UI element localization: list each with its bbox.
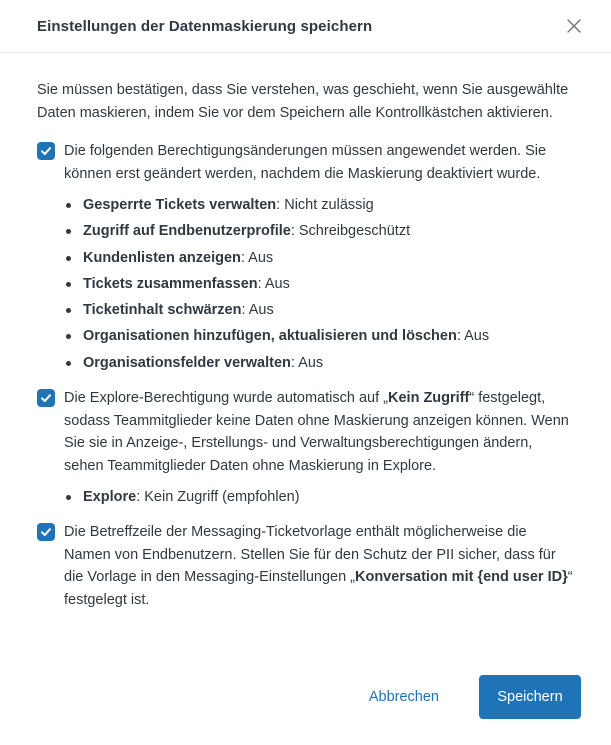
close-button[interactable] xyxy=(561,13,587,39)
check-group-messaging xyxy=(37,521,574,611)
dialog-header xyxy=(0,0,611,53)
dialog-body xyxy=(0,53,611,611)
permission-value: : Schreibgeschützt xyxy=(290,223,411,240)
list-item xyxy=(64,271,574,297)
dialog-footer xyxy=(0,675,611,719)
list-item xyxy=(64,192,574,218)
check-text-part: “ festgelegt, sodass Teammitglieder keine Daten ohne Maskierung anzeigen können. Wenn Sie sie in Anzeige-, Erstellungs- und Verwaltungsberechtigungen ändern, sehen Teammitglieder Daten ohne Maskierung in Explore. xyxy=(64,390,569,474)
check-group-explore xyxy=(37,387,574,510)
permission-list xyxy=(37,192,574,376)
permission-value: : Aus xyxy=(257,275,290,292)
checkbox-messaging[interactable] xyxy=(37,523,55,541)
permission-value: : Aus xyxy=(290,354,324,371)
close-icon xyxy=(567,19,581,33)
check-group-permissions xyxy=(37,140,574,376)
check-text-permissions: Die folgenden Berechtigungsänderungen müssen angewendet werden. Sie können erst geändert werden, nachdem die Maskierung deaktiviert wurde. xyxy=(64,143,547,182)
check-row-messaging xyxy=(37,521,574,611)
check-row-explore xyxy=(37,387,574,477)
check-text-explore xyxy=(64,387,574,477)
check-text-bold: Kein Zugriff xyxy=(388,390,470,407)
check-text-part: Die Betreffzeile der Messaging-Ticketvorlage enthält möglicherweise die Namen von Endbenutzern. Stellen Sie für den Schutz der PII sicher, dass für die Vorlage in den Messaging-Einstellungen „ xyxy=(64,524,556,586)
checkmark-icon xyxy=(40,145,52,157)
cancel-button[interactable]: Abbrechen xyxy=(349,675,459,719)
permission-label: Gesperrte Tickets verwalten xyxy=(83,197,277,213)
list-item xyxy=(64,323,574,349)
check-text-bold: Konversation mit {end user ID} xyxy=(355,569,568,586)
list-item xyxy=(64,245,574,271)
permission-label: Ticketinhalt schwärzen xyxy=(83,302,242,319)
permission-value: : Aus xyxy=(456,328,490,345)
permission-value: : Aus xyxy=(241,302,274,319)
list-item xyxy=(64,297,574,323)
intro-text: Sie müssen bestätigen, dass Sie verstehen, was geschieht, wenn Sie ausgewählte Daten maskieren, indem Sie vor dem Speichern alle Kontrollkästchen aktivieren. xyxy=(37,82,569,121)
permission-label: Tickets zusammenfassen xyxy=(83,275,258,292)
list-item xyxy=(64,218,574,244)
list-item xyxy=(64,350,574,376)
list-item xyxy=(64,484,574,510)
checkbox-explore[interactable] xyxy=(37,389,55,407)
permission-label: Kundenlisten anzeigen xyxy=(83,249,241,266)
explore-list xyxy=(37,484,574,510)
check-text-messaging xyxy=(64,521,574,611)
checkmark-icon xyxy=(40,392,52,404)
permission-value: : Nicht zulässig xyxy=(276,197,374,213)
permission-label: Organisationen hinzufügen, aktualisieren und löschen xyxy=(83,328,457,345)
check-text-part: Die Explore-Berechtigung wurde automatisch auf „ xyxy=(64,390,388,407)
permission-value: : Kein Zugriff (empfohlen) xyxy=(136,489,300,506)
permission-label: Explore xyxy=(83,489,137,506)
permission-label: Organisationsfelder verwalten xyxy=(83,354,291,371)
dialog-title: Einstellungen der Datenmaskierung speichern xyxy=(37,17,373,35)
permission-label: Zugriff auf Endbenutzerprofile xyxy=(83,223,291,240)
permission-value: : Aus xyxy=(240,249,274,266)
check-row-permissions xyxy=(37,140,574,185)
checkbox-permissions[interactable] xyxy=(37,142,55,160)
checkmark-icon xyxy=(40,526,52,538)
check-text-part: “ festgelegt ist. xyxy=(64,569,573,608)
save-button[interactable]: Speichern xyxy=(479,675,581,719)
